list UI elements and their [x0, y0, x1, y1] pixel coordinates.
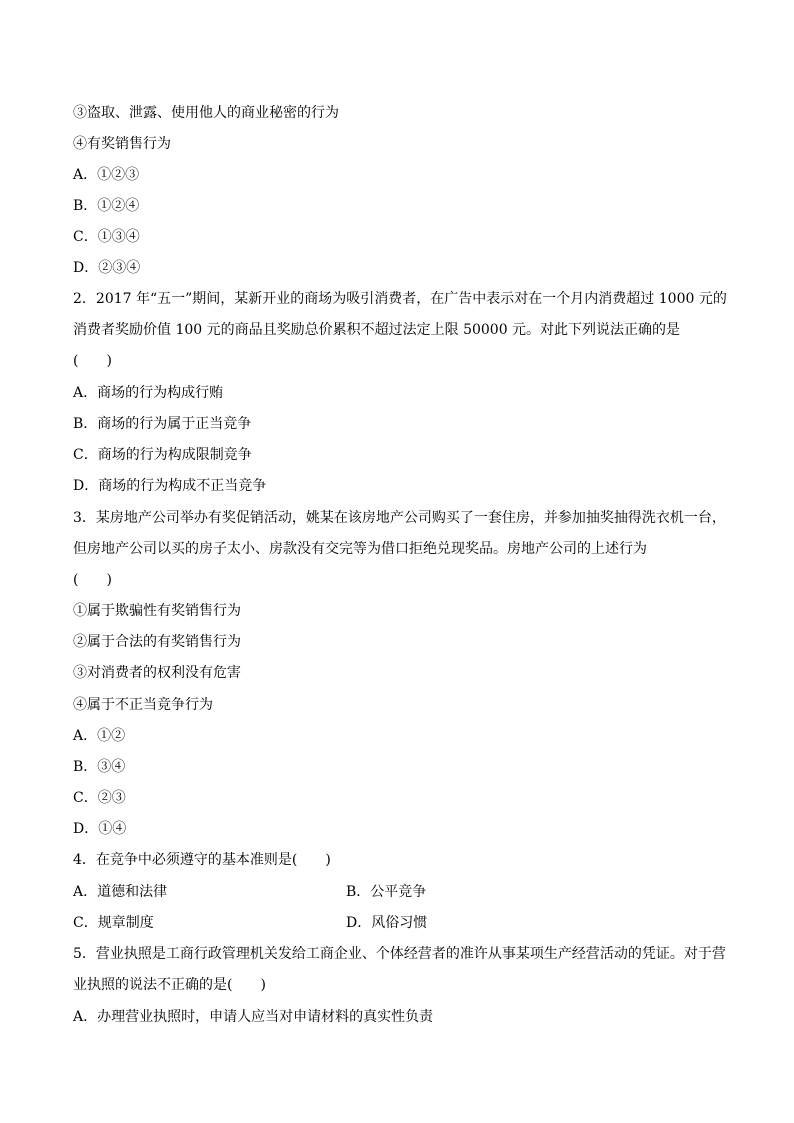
q4-option-b: B．公平竞争 [346, 884, 427, 900]
q2-answer-blank: ( ) [73, 353, 112, 369]
q4-option-d: D．风俗习惯 [346, 915, 428, 931]
q3-stem-line1: 3．某房地产公司举办有奖促销活动，姚某在该房地产公司购买了一套住房，并参加抽奖抽得洗衣机一台， [73, 510, 726, 526]
q2-option-a: A．商场的行为构成行贿 [73, 385, 224, 401]
q4-option-a: A．道德和法律 [73, 884, 168, 900]
q2-option-d: D．商场的行为构成不正当竞争 [73, 478, 267, 494]
q3-option-d: D．①④ [73, 821, 127, 837]
q3-answer-blank: ( ) [73, 572, 112, 588]
q2-stem-line1: 2．2017 年“五一”期间，某新开业的商场为吸引消费者，在广告中表示对在一个月内消费超过 1000 元的 [73, 291, 727, 307]
q3-item-2: ②属于合法的有奖销售行为 [73, 634, 241, 650]
q2-option-b: B．商场的行为属于正当竞争 [73, 416, 252, 432]
q5-stem-line1: 5．营业执照是工商行政管理机关发给工商企业、个体经营者的准许从事某项生产经营活动的凭证。对于营 [73, 946, 726, 962]
q1-item-4: ④有奖销售行为 [73, 136, 171, 152]
q4-stem: 4．在竞争中必须遵守的基本准则是( ) [73, 852, 331, 868]
q2-stem-line2: 消费者奖励价值 100 元的商品且奖励总价累积不超过法定上限 50000 元。对此下列说法正确的是 [73, 322, 681, 338]
q4-option-c: C．规章制度 [73, 915, 154, 931]
q3-item-1: ①属于欺骗性有奖销售行为 [73, 603, 241, 619]
q1-item-3: ③盗取、泄露、使用他人的商业秘密的行为 [73, 105, 339, 121]
q5-stem-line2: 业执照的说法不正确的是( ) [73, 977, 266, 993]
q3-option-c: C．②③ [73, 790, 126, 806]
q1-option-d: D．②③④ [73, 260, 141, 276]
q3-item-4: ④属于不正当竞争行为 [73, 697, 213, 713]
q2-option-c: C．商场的行为构成限制竞争 [73, 447, 252, 463]
q1-option-b: B．①②④ [73, 198, 140, 214]
q3-option-a: A．①② [73, 728, 126, 744]
q3-option-b: B．③④ [73, 759, 126, 775]
q3-stem-line2: 但房地产公司以买的房子太小、房款没有交完等为借口拒绝兑现奖品。房地产公司的上述行为 [73, 541, 647, 557]
q5-option-a: A．办理营业执照时，申请人应当对申请材料的真实性负责 [73, 1009, 434, 1025]
q1-option-a: A．①②③ [73, 167, 140, 183]
q3-item-3: ③对消费者的权利没有危害 [73, 665, 241, 681]
q1-option-c: C．①③④ [73, 229, 140, 245]
